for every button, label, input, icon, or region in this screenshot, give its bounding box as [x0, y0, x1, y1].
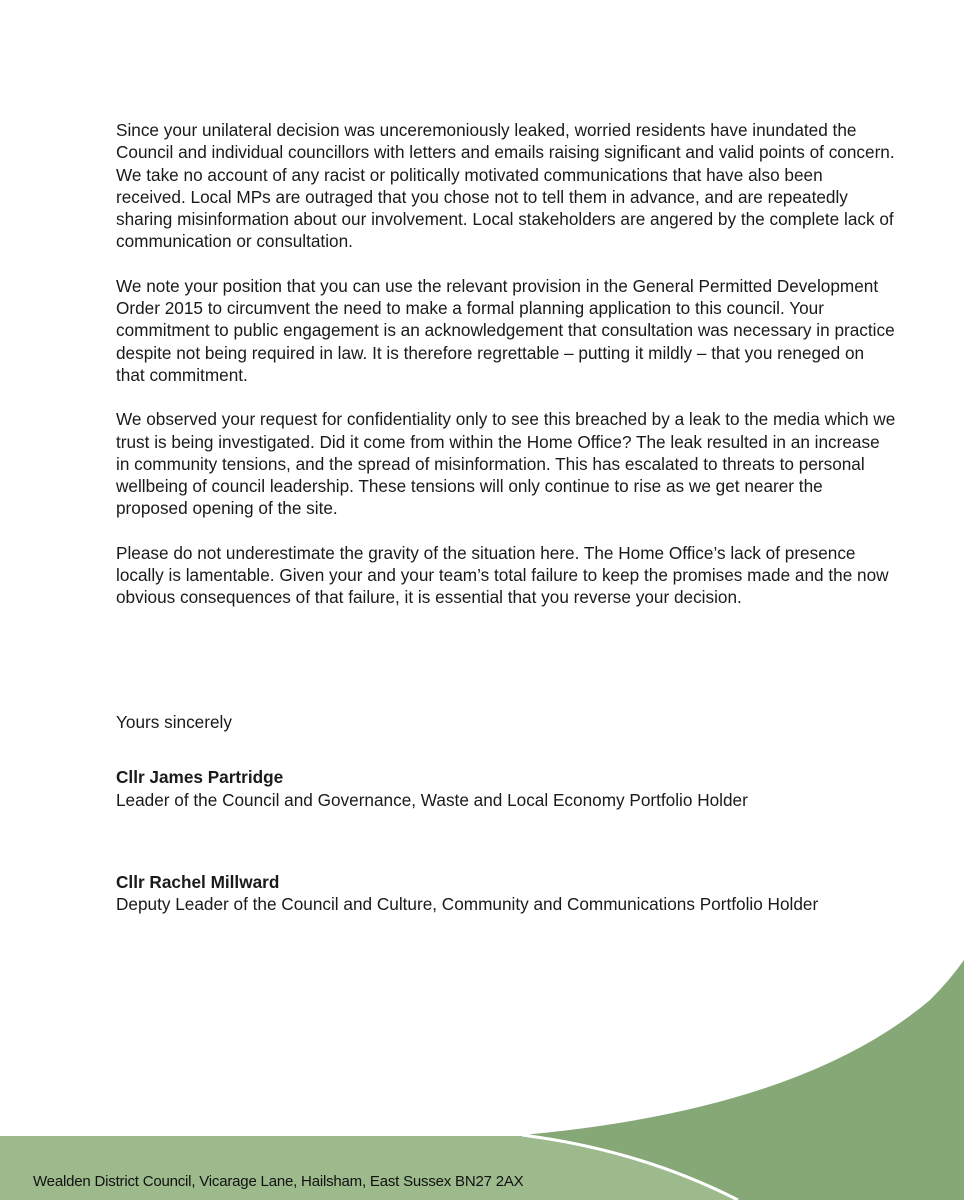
signatory-name: Cllr James Partridge: [116, 767, 284, 788]
paragraph: Since your unilateral decision was unceremoniously leaked, worried residents have inundated the Council and individual councillors with letters and emails raising significant and valid points of concern. We take no account of any racist or politically motivated communications that have also been received. Local MPs are outraged that you chose not to tell them in advance, and are repeatedly sharing misinformation about our involvement. Local stakeholders are angered by the complete lack of communication or consultation.: [116, 120, 895, 252]
footer-address: Wealden District Council, Vicarage Lane, Hailsham, East Sussex BN27 2AX: [33, 1173, 524, 1190]
paragraph: Please do not underestimate the gravity of the situation here. The Home Office’s lack of presence locally is lamentable. Given your and your team’s total failure to keep the promises made and the now obvious consequences of that failure, it is essential that you reverse your decision.: [116, 542, 889, 608]
paragraph: We observed your request for confidentiality only to see this breached by a leak to the media which we trust is being investigated. Did it come from within the Home Office? The leak resulted in an increase in community tensions, and the spread of misinformation. This has escalated to threats to personal wellbeing of council leadership. These tensions will only continue to rise as we get nearer the proposed opening of the site.: [116, 409, 896, 519]
letter-body: [116, 119, 896, 631]
closing-salutation: Yours sincerely: [116, 712, 232, 732]
signatory-title: Leader of the Council and Governance, Waste and Local Economy Portfolio Holder: [116, 789, 748, 810]
signatory-name: Cllr Rachel Millward: [116, 871, 280, 892]
paragraph: We note your position that you can use the relevant provision in the General Permitted Development Order 2015 to circumvent the need to make a formal planning application to this council. Your commitment to public engagement is an acknowledgement that consultation was necessary in practice despite not being required in law. It is therefore regrettable – putting it mildly – that you reneged on that commitment.: [116, 275, 895, 385]
signature-block: [116, 711, 896, 915]
signatory-title: Deputy Leader of the Council and Culture, Community and Communications Portfolio Holder: [116, 894, 819, 915]
